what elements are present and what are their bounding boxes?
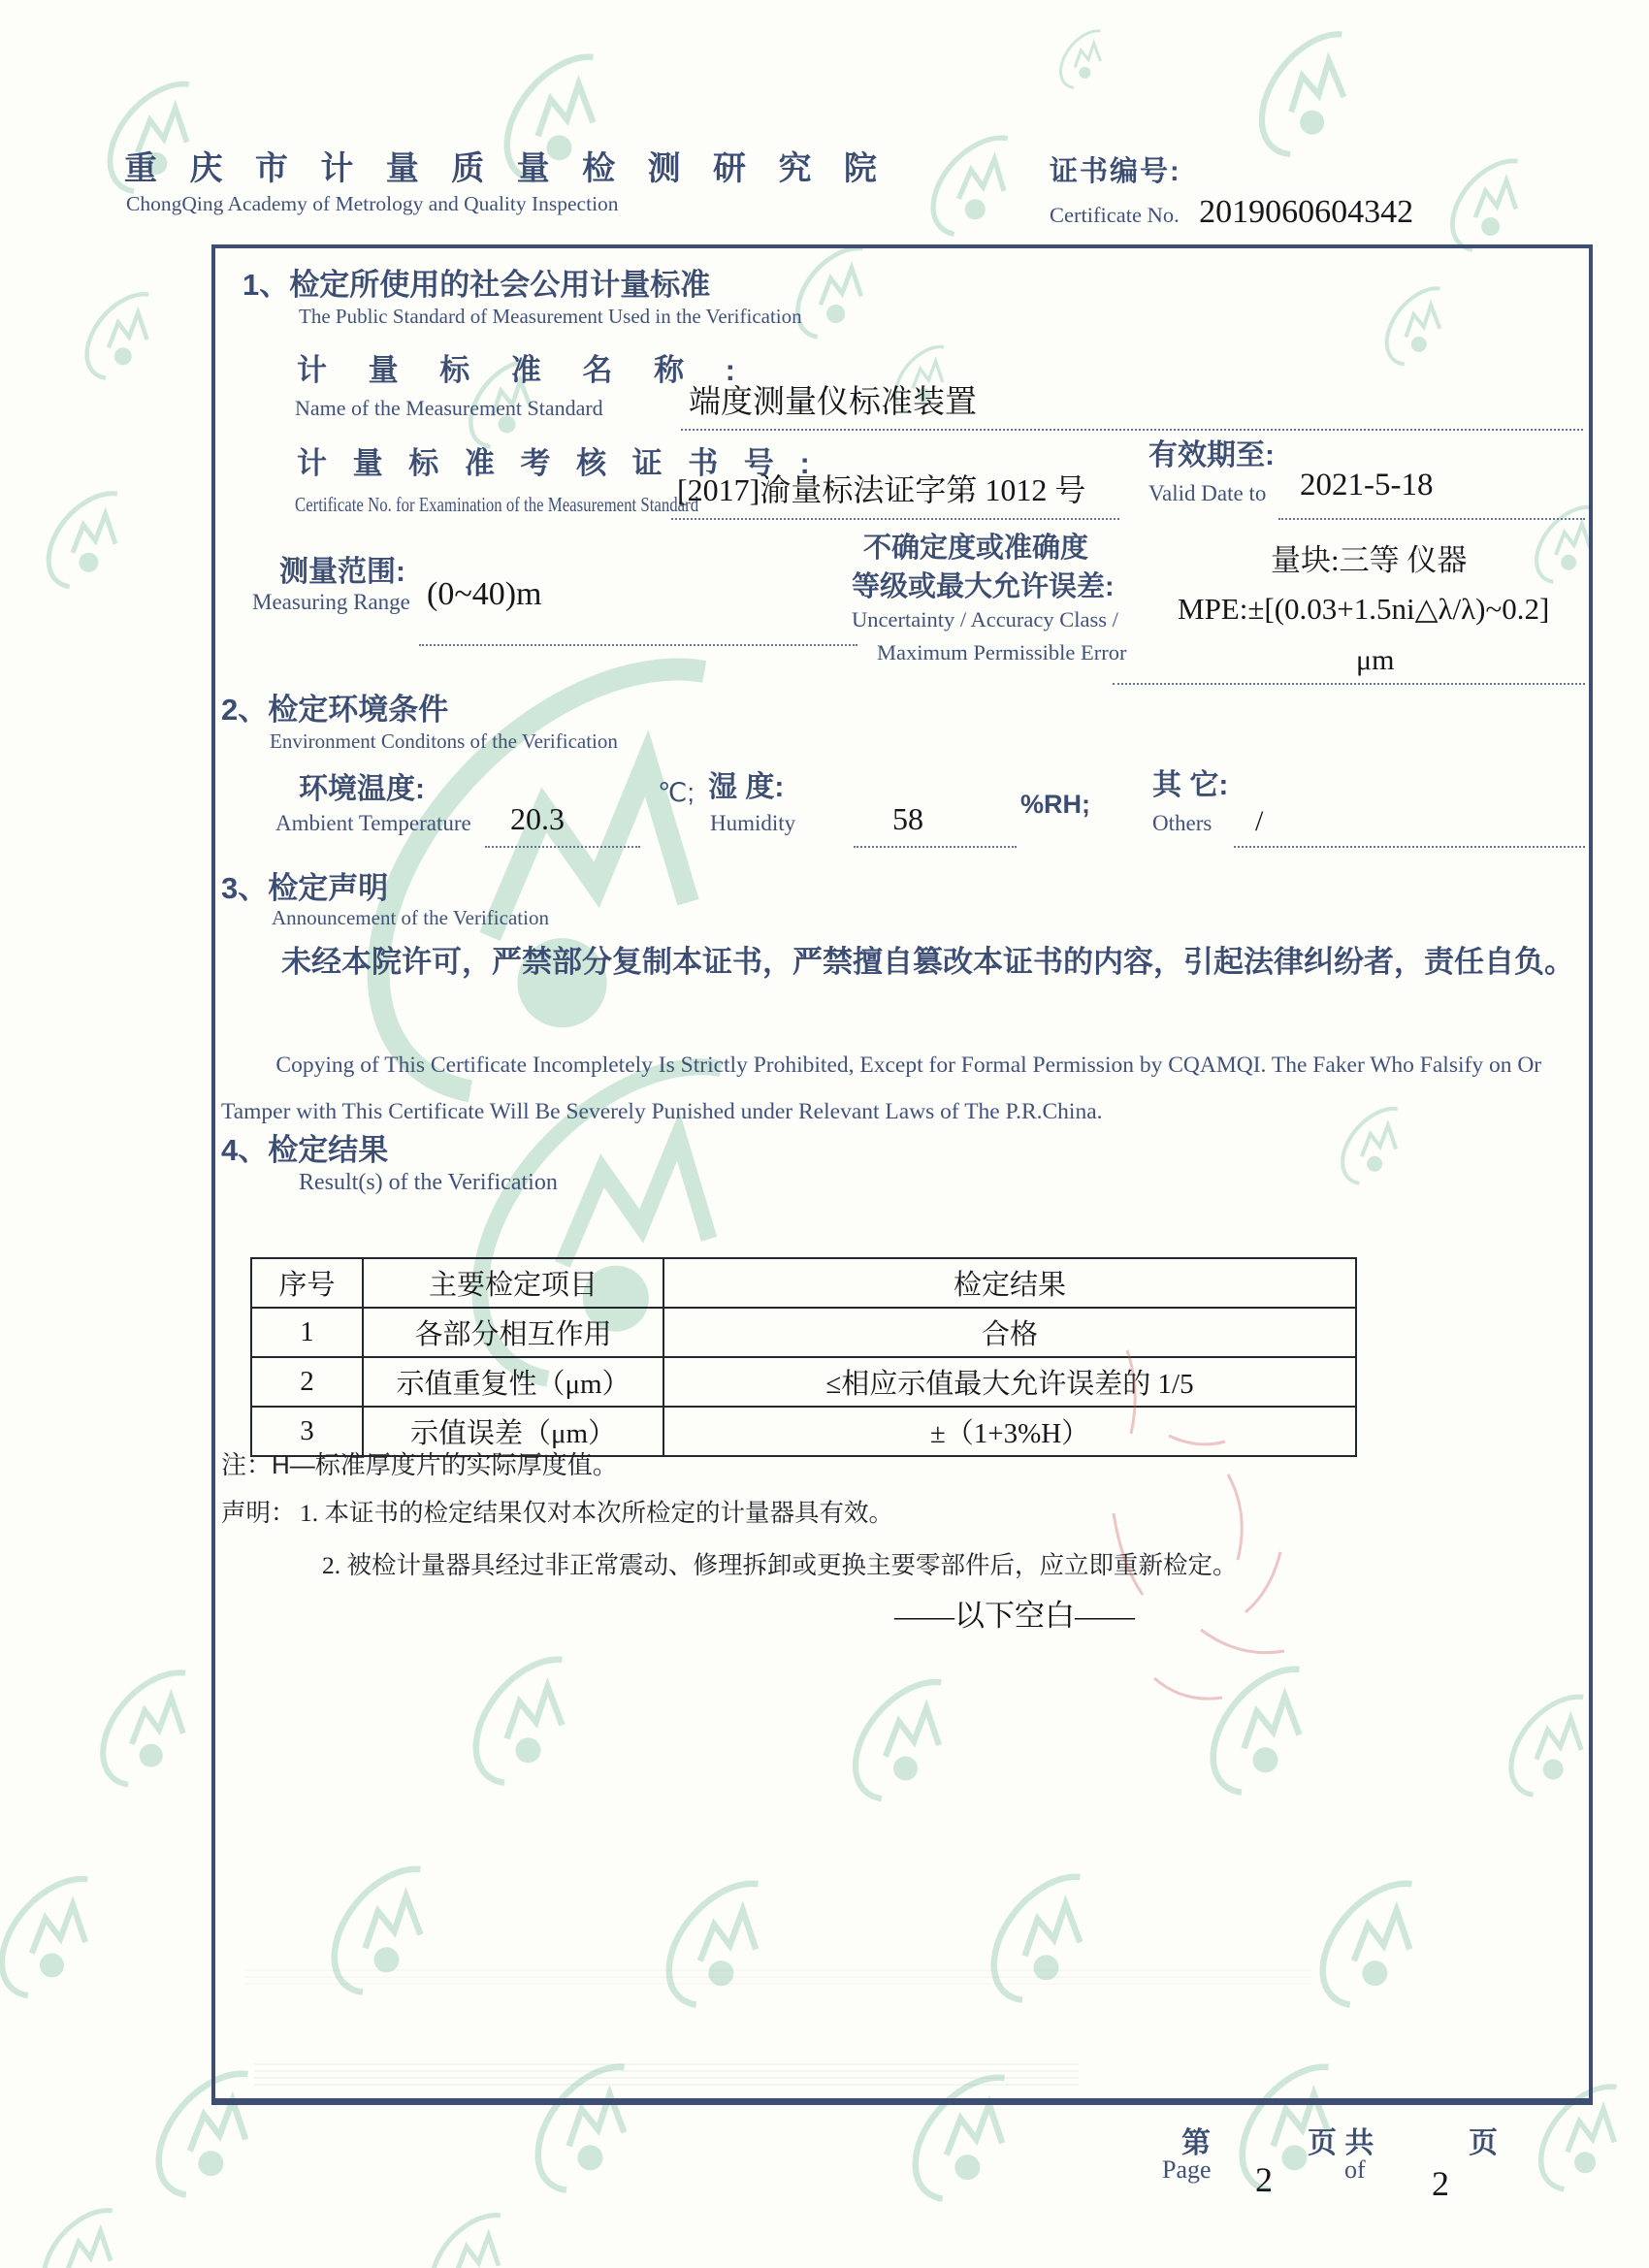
org-name-cn: 重 庆 市 计 量 质 量 检 测 研 究 院 <box>124 150 889 187</box>
standard-name-value: 端度测量仪标准装置 <box>689 385 977 420</box>
cell-index: 3 <box>251 1407 363 1456</box>
cert-number-label-en: Certificate No. <box>1050 203 1180 227</box>
table-note: 注：H—标准厚度片的实际厚度值。 <box>221 1450 618 1479</box>
measuring-range-label-cn: 测量范围: <box>279 556 405 588</box>
results-table <box>250 1257 1357 1457</box>
scan-artifact <box>254 2060 1079 2086</box>
cell-result: ±（1+3%H） <box>663 1407 1356 1456</box>
blank-below-marker: ——以下空白—— <box>894 1599 1135 1633</box>
valid-date-value: 2021-5-18 <box>1300 468 1434 502</box>
cell-result: 合格 <box>663 1308 1356 1357</box>
others-label-cn: 其 它: <box>1152 769 1229 801</box>
dotted-underline <box>854 846 1017 848</box>
footer-page-cn-1: 第 <box>1181 2127 1211 2159</box>
cell-index: 2 <box>251 1357 363 1407</box>
section4-title-cn: 4、检定结果 <box>221 1133 389 1167</box>
cell-item: 示值误差（μm） <box>363 1407 663 1456</box>
section1-title-cn: 1、检定所使用的社会公用计量标准 <box>242 268 711 302</box>
declaration-text-2: 2. 被检计量器具经过非正常震动、修理拆卸或更换主要零部件后，应立即重新检定。 <box>322 1551 1238 1579</box>
section4-title-en: Result(s) of the Verification <box>299 1170 558 1195</box>
uncertainty-label-cn1: 不确定度或准确度 <box>863 533 1089 564</box>
footer-page-cn-3: 页 <box>1469 2127 1498 2159</box>
section3-title-cn: 3、检定声明 <box>221 871 389 905</box>
humidity-label-cn: 湿 度: <box>708 771 785 803</box>
temperature-label-cn: 环境温度: <box>299 773 425 805</box>
uncertainty-label-cn2: 等级或最大允许误差: <box>852 571 1115 602</box>
cell-item: 示值重复性（μm） <box>363 1357 663 1407</box>
humidity-unit: %RH; <box>1020 790 1090 819</box>
measuring-range-value: (0~40)m <box>427 576 542 612</box>
dotted-underline <box>671 518 1119 520</box>
footer-of-en: of <box>1344 2155 1366 2184</box>
declaration-text-1: 1. 本证书的检定结果仅对本次所检定的计量器具有效。 <box>299 1499 893 1527</box>
uncertainty-value-class: 量块:三等 仪器 <box>1271 543 1468 577</box>
uncertainty-value-unit: μm <box>1356 644 1395 676</box>
org-name-en: ChongQing Academy of Metrology and Quality Inspection <box>126 192 619 215</box>
cell-index: 1 <box>251 1308 363 1357</box>
scan-artifact <box>244 1967 1311 1985</box>
exam-cert-label-en-text: Certificate No. for Examination of the Measurement Standard <box>295 493 699 516</box>
standard-name-label-cn: 计 量 标 准 名 称 : <box>297 353 752 387</box>
cert-number-row <box>1050 194 1413 231</box>
valid-date-label-en: Valid Date to <box>1148 481 1267 505</box>
humidity-value: 58 <box>892 801 923 836</box>
footer-page-en: Page <box>1162 2155 1212 2184</box>
uncertainty-value-mpe: MPE:±[(0.03+1.5ni△λ/λ)~0.2] <box>1178 592 1550 626</box>
section1-title-en: The Public Standard of Measurement Used in the Verification <box>299 305 802 328</box>
exam-cert-value: [2017]渝量标法证字第 1012 号 <box>677 472 1086 507</box>
dotted-underline <box>1278 518 1585 520</box>
measuring-range-label-en: Measuring Range <box>252 590 410 614</box>
temperature-unit: ℃; <box>658 778 695 807</box>
certificate-body-box <box>211 244 1593 2105</box>
section2-title-en: Environment Conditons of the Verification <box>270 729 618 753</box>
section3-body-cn: 未经本院许可，严禁部分复制本证书，严禁擅自篡改本证书的内容，引起法律纠纷者，责任自负。 <box>281 945 1574 979</box>
uncertainty-label-en2: Maximum Permissible Error <box>877 640 1127 664</box>
footer-page-cn-2: 页 共 <box>1308 2127 1374 2159</box>
dotted-underline <box>1113 683 1585 685</box>
uncertainty-label-en1: Uncertainty / Accuracy Class / <box>852 607 1118 632</box>
dotted-underline <box>681 429 1583 431</box>
section2-title-cn: 2、检定环境条件 <box>221 693 449 727</box>
dotted-underline <box>485 846 640 848</box>
section3-body-en: Copying of This Certificate Incompletely Is Strictly Prohibited, Except for Formal Permission by CQAMQI. The Faker Who Falsify on Or Tamper with This Certificate Will Be Severely Punished under Relevant Laws of The P.R.China. <box>221 1053 1542 1125</box>
footer-page-total: 2 <box>1432 2164 1449 2203</box>
exam-cert-label-cn: 计 量 标 准 考 核 证 书 号 : <box>297 446 819 480</box>
footer-page-current: 2 <box>1255 2160 1273 2199</box>
standard-name-label-en: Name of the Measurement Standard <box>295 396 603 420</box>
humidity-label-en: Humidity <box>710 811 796 835</box>
table-row <box>251 1308 1356 1357</box>
dotted-underline <box>419 644 857 646</box>
col-header-index: 序号 <box>251 1258 363 1308</box>
others-label-en: Others <box>1152 811 1212 835</box>
cell-item: 各部分相互作用 <box>363 1308 663 1357</box>
declaration-line1 <box>221 1494 893 1529</box>
table-header-row <box>251 1258 1356 1308</box>
temperature-label-en: Ambient Temperature <box>275 811 471 835</box>
valid-date-label-cn: 有效期至: <box>1148 439 1275 471</box>
table-row <box>251 1357 1356 1407</box>
declaration-label: 声明： <box>221 1500 296 1527</box>
cert-number-value: 2019060604342 <box>1199 194 1414 230</box>
cert-number-label-cn: 证书编号: <box>1050 156 1181 187</box>
others-value: / <box>1255 805 1264 837</box>
col-header-result: 检定结果 <box>663 1258 1356 1308</box>
cell-result: ≤相应示值最大允许误差的 1/5 <box>663 1357 1356 1407</box>
col-header-item: 主要检定项目 <box>363 1258 663 1308</box>
section3-title-en: Announcement of the Verification <box>272 906 549 929</box>
temperature-value: 20.3 <box>510 801 565 836</box>
dotted-underline <box>1234 846 1585 848</box>
